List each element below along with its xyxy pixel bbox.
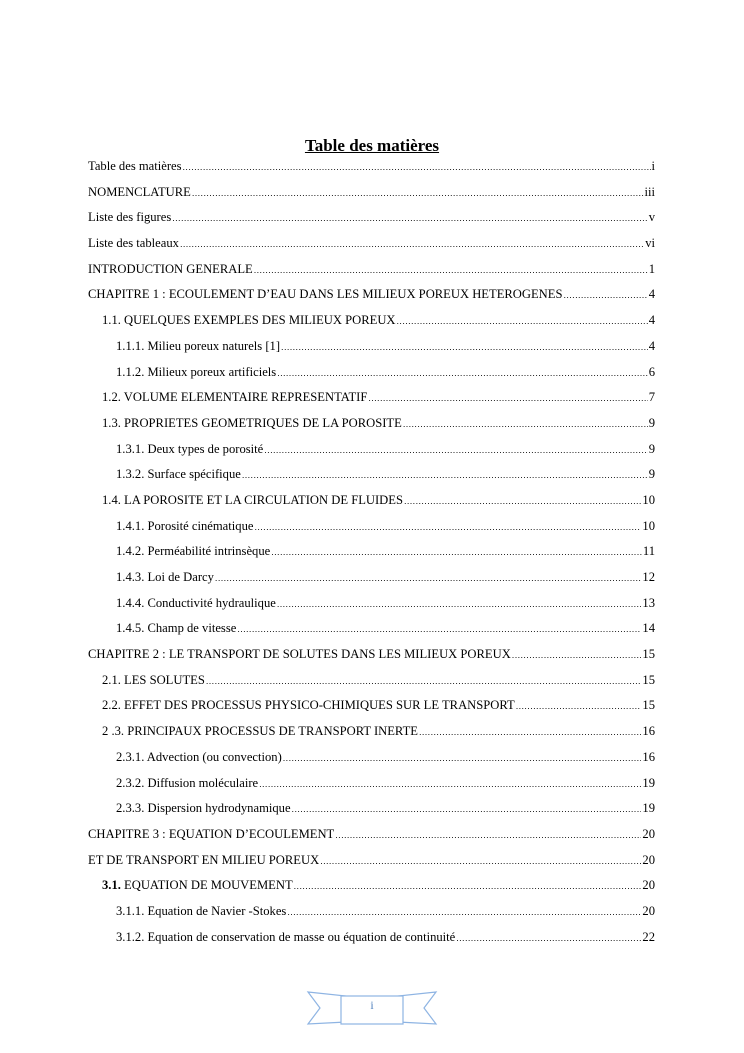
toc-entry[interactable] — [88, 363, 655, 389]
toc-entry-text: . QUELQUES EXEMPLES DES MILIEUX POREUX — [117, 313, 396, 328]
dot-leader — [403, 415, 648, 433]
toc-entry-title — [116, 619, 236, 637]
toc-entry-page: 16 — [642, 749, 655, 764]
toc-entry-title — [116, 928, 455, 946]
table-of-contents — [88, 157, 655, 953]
toc-entry[interactable] — [88, 876, 655, 902]
toc-entry[interactable] — [88, 902, 655, 928]
dot-leader — [397, 312, 648, 330]
toc-entry-title — [116, 363, 276, 381]
toc-entry-title — [88, 285, 562, 303]
toc-entry-page: 15 — [642, 647, 655, 662]
toc-entry-text: 1.4.2. Perméabilité intrinsèque — [116, 544, 271, 559]
toc-entry-number: 3.1. — [102, 878, 121, 893]
toc-entry-title — [116, 568, 214, 586]
toc-entry-text: EQUATION DE MOUVEMENT — [120, 878, 293, 893]
page-number: i — [370, 998, 374, 1012]
dot-leader — [271, 543, 642, 561]
toc-entry-text: 2.3.1. Advection (ou convection) — [116, 749, 282, 764]
dot-leader — [292, 800, 642, 818]
toc-entry-title — [116, 542, 270, 560]
toc-entry-title — [88, 234, 179, 252]
toc-entry-text: 1.2. VOLUME ELEMENTAIRE REPRESENTATIF — [102, 390, 368, 405]
toc-entry-text: CHAPITRE 2 : LE TRANSPORT DE SOLUTES DANS LES MILIEUX POREUX — [88, 647, 511, 662]
toc-entry-title — [88, 825, 334, 843]
dot-leader — [277, 364, 648, 382]
toc-entry-text: CHAPITRE 3 : EQUATION D’ECOULEMENT — [88, 826, 335, 841]
toc-entry-text: 1.1.1. Milieu poreux naturels [1] — [116, 338, 281, 353]
toc-entry-title — [102, 311, 396, 329]
toc-entry-text: 1.3.2. Surface spécifique — [116, 467, 241, 482]
dot-leader — [254, 518, 641, 536]
dot-leader — [335, 826, 641, 844]
toc-entry[interactable] — [88, 208, 655, 234]
toc-entry-title — [88, 183, 191, 201]
toc-entry[interactable] — [88, 337, 655, 363]
toc-entry-text: . LES SOLUTES — [117, 672, 205, 687]
toc-entry-page: iii — [644, 184, 655, 199]
toc-entry-text: 1.3. PROPRIETES GEOMETRIQUES DE LA POROSITE — [102, 415, 402, 430]
dot-leader — [215, 569, 641, 587]
toc-entry-page: 16 — [642, 724, 655, 739]
toc-entry-page: 4 — [648, 338, 655, 353]
toc-entry[interactable] — [88, 311, 655, 337]
toc-entry-page: 20 — [642, 878, 655, 893]
toc-entry-text: 1.3.1. Deux types de porosité — [116, 441, 264, 456]
toc-entry-text: 2.2. EFFET DES PROCESSUS PHYSICO-CHIMIQUES SUR LE TRANSPORT — [102, 698, 515, 713]
dot-leader — [172, 209, 647, 227]
dot-leader — [287, 903, 641, 921]
dot-leader — [283, 749, 642, 767]
toc-entry[interactable] — [88, 774, 655, 800]
toc-entry-text: 3.1.2. Equation de conservation de masse ou équation de continuité — [116, 929, 456, 944]
toc-entry-text: 1.4.3. Loi de Darcy — [116, 570, 214, 584]
toc-entry[interactable] — [88, 285, 655, 311]
dot-leader — [277, 595, 642, 613]
toc-entry-page: 9 — [648, 467, 655, 482]
toc-entry-title — [102, 414, 402, 432]
toc-entry[interactable] — [88, 928, 655, 954]
toc-entry[interactable] — [88, 594, 655, 620]
toc-entry-text: Liste des figures — [88, 210, 172, 225]
toc-entry-text: INTRODUCTION GENERALE — [88, 261, 253, 276]
dot-leader — [281, 338, 648, 356]
dot-leader — [180, 235, 644, 253]
toc-entry[interactable] — [88, 414, 655, 440]
toc-entry-page: 10 — [642, 492, 655, 507]
toc-entry-title — [116, 799, 291, 817]
dot-leader — [404, 492, 641, 510]
toc-entry-page: 10 — [642, 518, 655, 533]
toc-entry[interactable] — [88, 671, 655, 697]
dot-leader — [192, 184, 644, 202]
toc-entry-page: 13 — [642, 595, 655, 610]
dot-leader — [294, 877, 642, 895]
toc-entry-page: vi — [645, 236, 655, 251]
toc-entry-title — [116, 748, 282, 766]
toc-entry[interactable] — [88, 619, 655, 645]
toc-entry-page: 4 — [648, 313, 655, 328]
toc-entry-text: 2.3.3. Dispersion hydrodynamique — [116, 801, 291, 816]
toc-entry-text: Liste des tableaux — [88, 236, 179, 251]
toc-entry[interactable] — [88, 825, 655, 851]
toc-entry-title — [102, 388, 367, 406]
toc-entry-page: 19 — [642, 775, 655, 790]
toc-entry-number: 1.1 — [102, 313, 118, 328]
toc-entry-page: 11 — [642, 544, 655, 559]
toc-entry-text: 1.4.5. Champ de vitesse — [116, 621, 237, 636]
toc-entry-title — [102, 876, 293, 894]
toc-entry-title — [88, 645, 511, 663]
toc-entry-title — [88, 260, 253, 278]
toc-entry-page: 14 — [642, 621, 655, 636]
toc-entry[interactable] — [88, 388, 655, 414]
toc-entry[interactable] — [88, 851, 655, 877]
toc-entry-text: 1.4.1. Porosité cinématique — [116, 518, 254, 533]
toc-entry[interactable] — [88, 491, 655, 517]
toc-entry-page: 19 — [642, 801, 655, 816]
toc-entry-text: 2 .3. PRINCIPAUX PROCESSUS DE TRANSPORT INERTE — [102, 724, 418, 739]
toc-entry[interactable] — [88, 157, 655, 183]
toc-entry-title — [88, 157, 182, 175]
toc-entry[interactable] — [88, 799, 655, 825]
toc-entry-text: 2.3.2. Diffusion moléculaire — [116, 775, 259, 790]
toc-entry-text: 3.1.1. Equation de Navier -Stokes — [116, 903, 287, 918]
dot-leader — [516, 697, 642, 715]
toc-entry-title — [102, 671, 205, 689]
toc-entry-page: 20 — [642, 852, 655, 867]
toc-entry-page: 6 — [648, 364, 655, 379]
dot-leader — [320, 852, 641, 870]
toc-entry-text: 1.4.4. Conductivité hydraulique — [116, 595, 276, 610]
toc-entry-text: 1.4. LA POROSITE ET LA CIRCULATION DE FLUIDES — [102, 492, 403, 507]
toc-entry[interactable] — [88, 517, 655, 543]
dot-leader — [237, 620, 641, 638]
toc-entry[interactable] — [88, 234, 655, 260]
toc-entry-page: 15 — [642, 672, 655, 687]
toc-entry[interactable] — [88, 568, 655, 594]
dot-leader — [368, 389, 647, 407]
dot-leader — [512, 646, 642, 664]
dot-leader — [259, 775, 641, 793]
toc-entry-title — [116, 465, 241, 483]
toc-entry-text: 1.1.2. Milieux poreux artificiels — [116, 364, 277, 379]
toc-entry[interactable] — [88, 542, 655, 568]
dot-leader — [264, 441, 647, 459]
toc-entry-page: i — [651, 159, 655, 173]
toc-entry-title — [116, 337, 280, 355]
dot-leader — [456, 929, 641, 947]
dot-leader — [419, 723, 641, 741]
toc-entry-title — [88, 851, 319, 869]
toc-entry[interactable] — [88, 440, 655, 466]
dot-leader — [206, 672, 642, 690]
toc-entry[interactable] — [88, 260, 655, 286]
toc-entry[interactable] — [88, 748, 655, 774]
toc-entry-page: v — [648, 210, 655, 225]
toc-entry-title — [102, 722, 418, 740]
toc-entry-page: 9 — [648, 415, 655, 430]
toc-entry-page: 7 — [648, 390, 655, 405]
dot-leader — [183, 158, 651, 176]
toc-entry-title — [88, 208, 171, 226]
dot-leader — [242, 466, 648, 484]
toc-entry-title — [116, 440, 263, 458]
dot-leader — [254, 261, 648, 279]
toc-entry[interactable] — [88, 645, 655, 671]
toc-entry[interactable] — [88, 465, 655, 491]
toc-entry[interactable] — [88, 183, 655, 209]
toc-entry-page: 4 — [648, 287, 655, 302]
dot-leader — [563, 286, 647, 304]
page-title: Table des matières — [304, 136, 440, 155]
toc-entry-title — [116, 594, 276, 612]
toc-entry-text: CHAPITRE 1 : ECOULEMENT D’EAU DANS LES MILIEUX POREUX HETEROGENES — [88, 287, 563, 302]
toc-entry-page: 20 — [642, 903, 655, 918]
toc-entry-page: 15 — [642, 698, 655, 713]
toc-entry-page: 1 — [648, 261, 655, 276]
toc-entry-text: Table des matières — [88, 159, 182, 173]
toc-entry-page: 22 — [642, 929, 655, 944]
toc-entry-page: 20 — [642, 826, 655, 841]
toc-entry-title — [116, 517, 253, 535]
toc-entry[interactable] — [88, 722, 655, 748]
toc-entry-number: 2.1 — [102, 672, 118, 687]
toc-entry-text: NOMENCLATURE — [88, 184, 191, 199]
toc-entry-title — [102, 696, 515, 714]
toc-entry-title — [102, 491, 403, 509]
toc-entry-title — [116, 774, 258, 792]
toc-entry-page: 9 — [648, 441, 655, 456]
toc-entry[interactable] — [88, 696, 655, 722]
toc-entry-text: ET DE TRANSPORT EN MILIEU POREUX — [88, 852, 320, 867]
toc-entry-page: 12 — [642, 570, 655, 584]
toc-entry-title — [116, 902, 286, 920]
